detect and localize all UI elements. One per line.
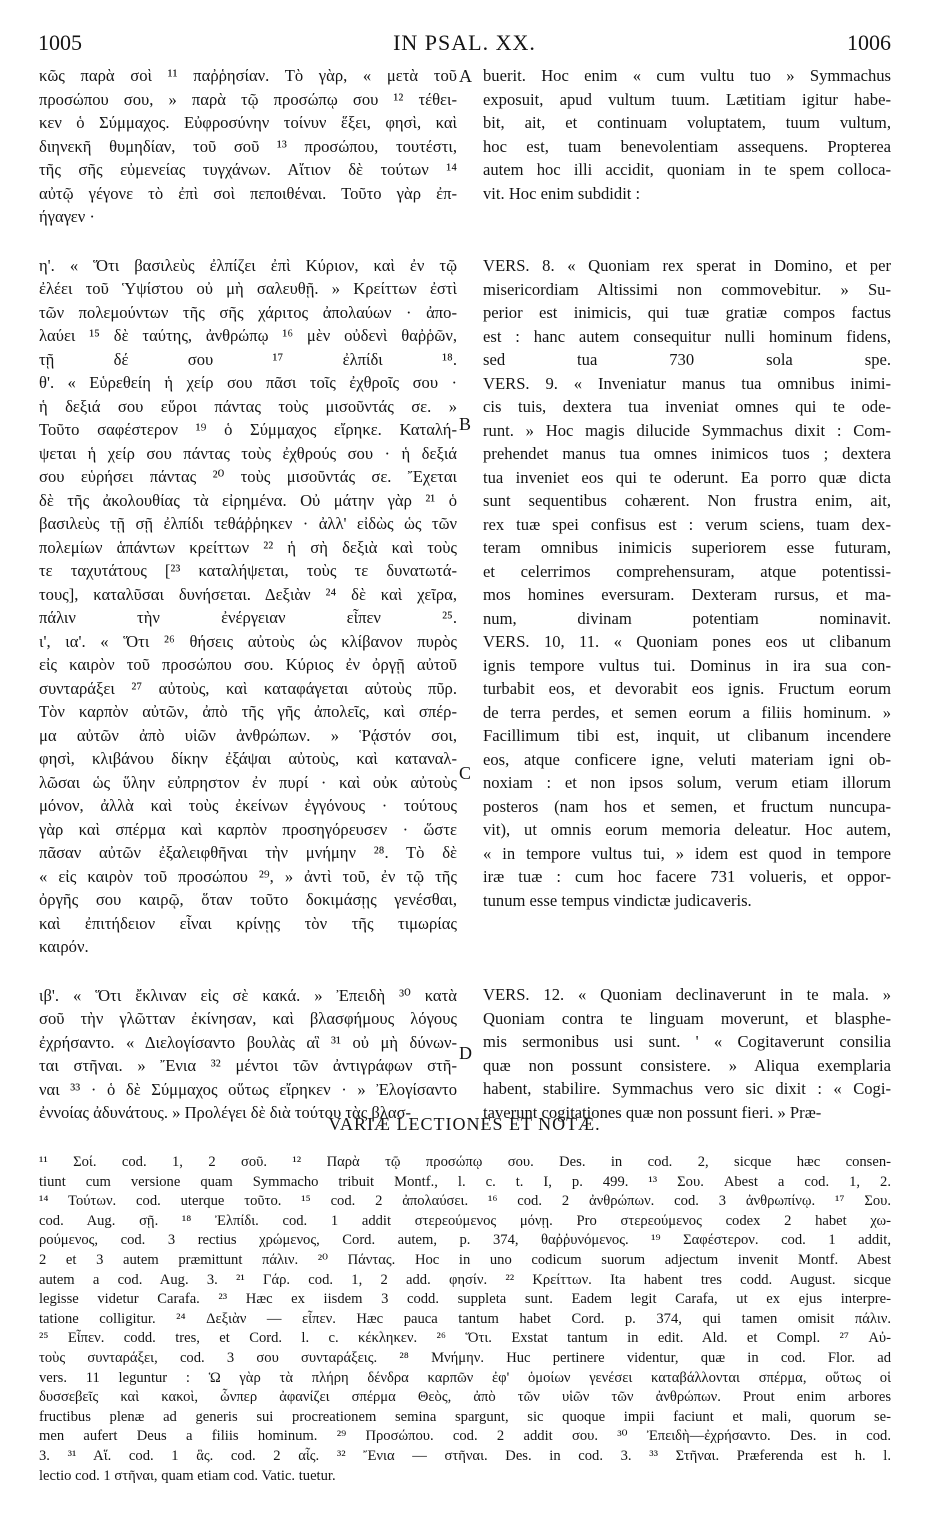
text-line: VERS. 8. « Quoniam rex sperat in Domino, et per xyxy=(483,256,891,275)
text-line: VERS. 9. « Inveniatur manus tua omnibus inimi- xyxy=(483,373,891,393)
text-line: bit, ait, et continuam voluptatem, tuum vultum, xyxy=(483,113,891,132)
text-line: habent, stabilire. Symmachus vero sic dixit : « Cogi- xyxy=(483,1079,891,1098)
text-line: δὲ τῆς ἀκολουθίας τὰ εἰρημένα. Οὐ μάτην γὰρ ²¹ ὁ xyxy=(39,490,457,510)
text-line: θ'. « Εὑρεθείη ἡ χείρ σου πᾶσι τοῖς ἐχθροῖς σου · xyxy=(39,373,457,392)
note-line: fructibus plenæ ad generis sui procreationem semina spargunt, sic quoque impii faciunt et mali, quorum se- xyxy=(39,1408,891,1425)
text-line: posteros (nam hos et semen, et fructum nuncupa- xyxy=(483,796,891,816)
text-line: τῶν πολεμούντων τῆς σῆς χάριτος ἀπολαύων · ἀπο- xyxy=(39,302,457,322)
text-line: « εἰς καιρὸν τοῦ προσώπου ²⁹, » ἀντὶ τοῦ, ἐν τῷ τῆς xyxy=(39,866,457,886)
text-line: καὶ ἐπιτήδειον εἶναι κρίνῃς τὸν τῆς τιμωρίας xyxy=(39,913,457,933)
note-line: legisse videtur Carafa. ²³ Hæc ex iisdem 3 codd. suppleta sunt. Eadem legit Carafa, ut ex ejus interpre- xyxy=(39,1291,891,1308)
greek-column xyxy=(39,64,457,1125)
text-line: misericordiam Altissimi non commovebitur. » Su- xyxy=(483,279,891,299)
latin-paragraph xyxy=(483,64,891,205)
text-line: VERS. 10, 11. « Quoniam pones eos ut clibanum xyxy=(483,632,891,651)
text-line: τε ταχυτάτους [²³ καταλήψεται, τοὺς τε δυνατωτά- xyxy=(39,561,457,580)
note-line: 2 et 3 autem præmittunt πάλιν. ²⁰ Πάντας. Hoc in uno codicum suorum adjectum invenit Montf. Abest xyxy=(39,1251,891,1268)
text-line: Facillimum tibi est, inquit, ut clibanum incendere xyxy=(483,726,891,745)
text-line: prehendet manus tua omnes inimicos tuos ; dextera xyxy=(483,444,891,463)
page-number-left: 1005 xyxy=(38,30,82,55)
text-line: ὀργῆς σου καιρῷ, ὅταν τοῦτο δοκιμάσῃς γενέσθαι, xyxy=(39,890,457,909)
text-line: mos homines eversuram. Dexteram rursus, et ma- xyxy=(483,585,891,604)
text-line: tua inveniet eos qui te oderunt. Ea porro quæ dicta xyxy=(483,467,891,487)
text-line: ἐννοίας ἀδυνάτους. » Προλέγει δὲ διὰ τούτου τὰς βλασ- xyxy=(39,1103,412,1122)
footnotes xyxy=(39,1153,891,1486)
text-line: πᾶσαν αὐτῶν ἐξαλειφθῆναι τὴν μνήμην ²⁸. Τὸ δὲ xyxy=(39,843,457,862)
latin-paragraph xyxy=(483,983,891,1124)
text-line: ἡ δεξιά σου εὕροι πάντας τοὺς μισοῦντάς σε. » xyxy=(39,396,457,416)
text-line: « in tempore vultus tui, » idem est quod in tempore xyxy=(483,843,891,863)
text-line: Quoniam contra te linguam moverunt, et blasphe- xyxy=(483,1008,891,1028)
latin-column xyxy=(483,64,891,1124)
note-line: ²⁵ Εἶπεν. codd. tres, et Cord. l. c. κέκληκεν. ²⁶ Ὅτι. Exstat tantum in edit. Ald. et Compl. ²⁷ Αὐ- xyxy=(39,1330,891,1347)
note-line: tiunt cum versione quam Symmacho tribuit Montf., l. c. t. I, p. 499. ¹³ Σου. Abest a cod. 1, 2. xyxy=(39,1173,891,1190)
text-line: est : hanc autem consequitur nulli hominum fidens, xyxy=(483,326,891,346)
text-line: τῇ δέ σου ¹⁷ ἐλπίδι ¹⁸. xyxy=(39,349,457,369)
text-line: ται στῆναι. » Ἔνια ³² μέντοι τῶν ἀντιγράφων στῆ- xyxy=(39,1056,457,1075)
text-line: η'. « Ὅτι βασιλεὺς ἐλπίζει ἐπὶ Κύριον, καὶ ἐν τῷ xyxy=(39,255,457,275)
text-line: πάλιν τὴν ἐνέργειαν εἶπεν ²⁵. xyxy=(39,608,457,627)
text-line: sed tua 730 sola spe. xyxy=(483,350,891,369)
note-line: vers. 11 leguntur : Ὡ γὰρ τὰ πλήρη δένδρα καρπῶν ἐφ' ὁμοίων γενέσει καταβάλλονται σπέρμα, οὕτως οἱ xyxy=(39,1369,891,1386)
text-line: runt. » Hoc magis dilucide Symmachus dixit : Com- xyxy=(483,420,891,440)
text-line: VERS. 12. « Quoniam declinaverunt in te mala. » xyxy=(483,985,891,1004)
text-line: cis tuis, dextera tua inveniat omnes qui te ode- xyxy=(483,397,891,416)
greek-paragraph xyxy=(39,254,457,959)
text-line: vit), ut omnis eorum memoria deleatur. Hoc autem, xyxy=(483,820,891,839)
margin-letter-a: A xyxy=(459,66,472,86)
text-line: ιβ'. « Ὅτι ἔκλιναν εἰς σὲ κακά. » Ἐπειδὴ ³⁰ κατὰ xyxy=(39,985,457,1005)
text-line: hoc est, tuam benevolentiam assequens. Propterea xyxy=(483,136,891,156)
text-line: τῆς σῆς εὐμενείας τυγχάνων. Αἴτιον δὲ τούτων ¹⁴ xyxy=(39,160,457,179)
note-line: cod. Aug. σῇ. ¹⁸ Ἐλπίδι. cod. 1 addit στερεούμενος μόνῃ. Pro στερεούμενος codex 2 habet χω- xyxy=(39,1212,891,1229)
text-line: perior est inimicis, qui tuæ gratiæ compos factus xyxy=(483,303,891,322)
text-line: λῶσαι ὡς ὕλην εὐπρηστον ἐν πυρί · καὶ οὐκ αὐτοὺς xyxy=(39,772,457,792)
text-line: eos, atque conficere igne, veluti materiam igni ob- xyxy=(483,749,891,769)
spacer xyxy=(483,205,891,254)
text-line: γὰρ καὶ σπέρμα καὶ καρπὸν προσηγόρευσεν · ὥστε xyxy=(39,819,457,839)
text-line: Τοῦτο σαφέστερον ¹⁹ ὁ Σύμμαχος εἴρηκε. Καταλή- xyxy=(39,420,457,439)
notes-heading: VARIÆ LECTIONES ET NOTÆ. xyxy=(328,1114,601,1134)
text-line: turbabit eos, et devorabit eos ignis. Fructum eorum xyxy=(483,679,891,698)
text-line: μόνον, ἀλλὰ καὶ τοὺς ἐκείνων ἐγγόνους · τούτους xyxy=(39,796,457,815)
text-line: βασιλεὺς τῇ σῇ ἐλπίδι τεθάῤῥηκεν · ἀλλ' εἰδὼς ὡς τῶν xyxy=(39,514,457,533)
greek-paragraph xyxy=(39,984,457,1125)
text-line: autem hoc illi accidit, quoniam in te spem colloca- xyxy=(483,160,891,179)
text-line: φησὶ, κλιβάνου δίκην ἐξάψαι αὐτοὺς, καὶ καταναλ- xyxy=(39,749,457,768)
text-line: καιρόν. xyxy=(39,937,89,956)
text-line: quæ non possunt consistere. » Aliqua exemplaria xyxy=(483,1055,891,1075)
text-line: iræ tuæ : cum hoc facere 731 volueris, et oppor- xyxy=(483,867,891,886)
text-line: vit. Hoc enim subdidit : xyxy=(483,183,641,203)
note-line: tatione colligitur. ²⁴ Δεξιὰν — εἶπεν. Hæc pauca tantum habet Cord. p. 374, qui tamen omisit πάλιν. xyxy=(39,1310,891,1327)
margin-letter-b: B xyxy=(459,414,472,434)
page-number-right: 1006 xyxy=(847,30,891,55)
text-line: ψεται ἡ χείρ σου πάντας τοὺς ἐχθρούς σου · ἡ δεξιά xyxy=(39,443,457,463)
text-line: εἰς καιρὸν τοῦ προσώπου σου. Κύριος ἐν ὀργῇ αὐτοῦ xyxy=(39,655,457,674)
margin-letter-c: C xyxy=(459,763,472,783)
text-line: προσώπου σου, » παρὰ τῷ προσώπῳ σου ¹² τέθει- xyxy=(39,89,457,109)
text-line: ναι ³³ · ὁ δὲ Σύμμαχος οὕτως εἴρηκεν · » Ἐλογίσαντο xyxy=(39,1079,457,1099)
text-line: ήγαγεν · xyxy=(39,207,95,226)
note-line: τοὺς συνταράξει, cod. 3 σου συνταράξεις. ²⁸ Μνήμην. Huc pertinere videntur, quæ in cod. Flor. ad xyxy=(39,1349,891,1366)
text-line: σου εὑρήσει πάντας ²⁰ τοὺς μισοῦντάς σε. Ἔχεται xyxy=(39,467,457,486)
text-line: et celerrimos comprehensuram, atque potentissi- xyxy=(483,561,891,581)
text-line: ignis tempore vultus tui. Dominus in ira sua con- xyxy=(483,655,891,675)
text-line: μα αὐτῶν ἀπὸ υἱῶν ἀνθρώπων. » Ῥᾴστόν σοι, xyxy=(39,725,457,745)
text-line: πολεμίων ἁπάντων κρείττων ²² ἡ σὴ δεξιὰ καὶ τοὺς xyxy=(39,537,457,557)
note-line: ρούμενος, cod. 3 rectius χρώμενος, Cord. autem, p. 374, θαῤῥυνόμενος. ¹⁹ Σαφέστερον. cod. 1 addit, xyxy=(39,1232,891,1249)
latin-paragraph xyxy=(483,254,891,912)
text-line: κεν ὁ Σύμμαχος. Εὐφροσύνην τοίνυν ἕξει, φησὶ, καὶ xyxy=(39,113,457,132)
spacer xyxy=(39,229,457,254)
note-line: 3. ³¹ Αἵ. cod. 1 ἃς. cod. 2 αἷς. ³² Ἔνια — στῆναι. Des. in cod. 3. ³³ Στῆναι. Præferenda est h. l. xyxy=(39,1447,891,1464)
note-line: lectio cod. 1 στῆναι, quam etiam cod. Vatic. tuetur. xyxy=(39,1467,336,1484)
text-line: αὐτῷ γέγονε τὸ ἐπὶ σοὶ πεποιθέναι. Τοῦτο γὰρ ἐπ- xyxy=(39,183,457,203)
text-line: num, divinam potentiam nominavit. xyxy=(483,608,891,628)
text-line: buerit. Hoc enim « cum vultu tuo » Symmachus xyxy=(483,66,891,85)
text-line: exposuit, apud vultum tuum. Lætitiam igitur habe- xyxy=(483,89,891,109)
text-line: rex tuæ spei confisus est : verum sciens, tuam dex- xyxy=(483,514,891,534)
spacer xyxy=(39,959,457,984)
text-line: noxiam : et non ipsos solum, verum etiam illorum xyxy=(483,773,891,792)
text-line: mis sermonibus usi sunt. ' « Cogitaverunt consilia xyxy=(483,1032,891,1051)
text-line: de terra perdes, et semen eorum a filiis hominum. » xyxy=(483,702,891,722)
note-line: men aufert Deus a filiis hominum. ²⁹ Προσώπου. cod. 2 addit σου. ³⁰ Ἐπειδὴ—ἐχρήσαντο. Des. in cod. xyxy=(39,1428,891,1445)
text-line: λαύει ¹⁵ δὲ ταύτης, ἀνθρώπῳ ¹⁶ μὲν οὐδενὶ θαῤῥῶν, xyxy=(39,326,457,345)
text-line: τους], καταλῦσαι δυνήσεται. Δεξιὰν ²⁴ δὲ καὶ χεῖρα, xyxy=(39,584,457,604)
greek-paragraph xyxy=(39,64,457,229)
text-line: tunum esse tempus vindictæ judicaveris. xyxy=(483,890,752,910)
note-line: δυσσεβεῖς καὶ κακοὶ, ὧνπερ ἀφανίζει σπέρμα Θεὸς, ἀπὸ τῶν υἱῶν τῶν ἀνθρώπων. Prout enim arbores xyxy=(39,1389,891,1406)
note-line: ¹⁴ Τούτων. cod. uterque τοῦτο. ¹⁵ cod. 2 ἀπολαύσει. ¹⁶ cod. 2 ἀνθρώπων. cod. 3 ἀνθρωπίνῳ. ¹⁷ Σου. xyxy=(39,1193,891,1210)
text-line: sunt sequentibus cohærent. Non frustra enim, ait, xyxy=(483,491,891,510)
text-line: ἐχρήσαντο. « Διελογίσαντο βουλὰς αἳ ³¹ οὐ μὴ δύνων- xyxy=(39,1032,457,1052)
text-line: teram omnibus inimicis superiorem esse futuram, xyxy=(483,538,891,557)
spacer xyxy=(483,912,891,983)
running-title: IN PSAL. XX. xyxy=(393,30,536,55)
note-line: autem a cod. Aug. 3. ²¹ Γάρ. cod. 1, 2 add. φησίν. ²² Κρείττων. Ita habent tres codd. August. sicque xyxy=(39,1271,891,1288)
note-line: ¹¹ Σοί. cod. 1, 2 σοῦ. ¹² Παρὰ τῷ προσώπῳ σου. Des. in cod. 2, sicque hæc consen- xyxy=(39,1154,891,1170)
margin-letter-d: D xyxy=(459,1043,472,1063)
text-line: taverunt cogitationes quæ non possunt fieri. » Præ- xyxy=(483,1102,822,1122)
text-line: ι', ια'. « Ὅτι ²⁶ θήσεις αὐτοὺς ὡς κλίβανον πυρὸς xyxy=(39,631,457,651)
page-header xyxy=(38,30,891,60)
text-line: διηνεκῆ θυμηδίαν, τοῦ σοῦ ¹³ προσώπου, τουτέστι, xyxy=(39,136,457,156)
text-line: σοῦ τὴν γλῶτταν ἐκίνησαν, καὶ βλασφήμους λόγους xyxy=(39,1009,457,1028)
text-line: συνταράξει ²⁷ αὐτοὺς, καὶ καταφάγεται αὐτοὺς πῦρ. xyxy=(39,678,457,698)
text-line: ἐλέει τοῦ Ὑψίστου οὐ μὴ σαλευθῇ. » Κρείττων ἐστὶ xyxy=(39,279,457,298)
text-line: κῶς παρὰ σοὶ ¹¹ παῤῥησίαν. Τὸ γὰρ, « μετὰ τοῦ xyxy=(39,66,457,85)
text-line: Τὸν καρπὸν αὐτῶν, ἀπὸ τῆς γῆς ἀπολεῖς, καὶ σπέρ- xyxy=(39,702,457,721)
